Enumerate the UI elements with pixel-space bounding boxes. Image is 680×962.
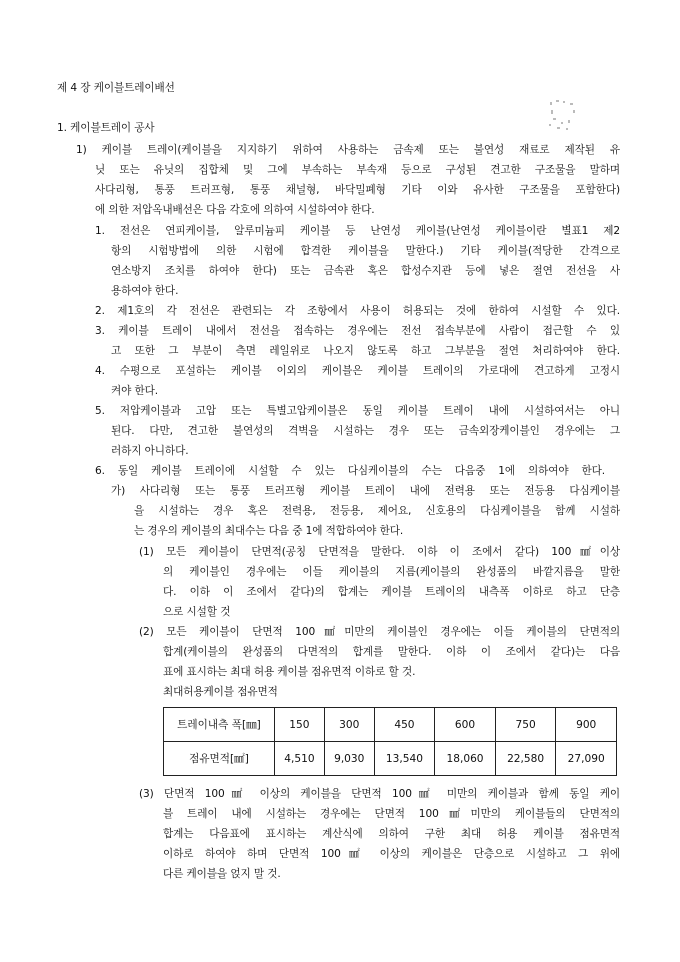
table-cell: 13,540	[374, 742, 435, 776]
text-line: 다른 케이블을 얹지 말 것.	[163, 868, 281, 880]
table-row	[164, 708, 617, 742]
table-cell: 450	[374, 708, 435, 742]
cable-occupancy-table	[163, 707, 617, 776]
text-line: 6. 동일 케이블 트레이에 시설할 수 있는 다심케이블의 수는 다음중 1에 의하여야 한다.	[95, 465, 605, 477]
text-line: 가) 사다리형 또는 통풍 트러프형 케이블 트레이 내에 전력용 또는 전등용 다심케이블	[111, 485, 620, 497]
text-line: 연소방지 조치를 하여야 한다) 또는 금속관 혹은 합성수지관 등에 넣은 절연 전선을 사	[111, 265, 620, 277]
text-line: 1. 전선은 연피케이블, 알루미늄피 케이블 등 난연성 케이블(난연성 케이블이란 별표1 제2	[95, 225, 620, 237]
text-line: 5. 저압케이블과 고압 또는 특별고압케이블은 동일 케이블 트레이 내에 시설하여서는 아니	[95, 405, 620, 417]
text-line: 다. 이하 이 조에서 같다)의 합계는 케이블 트레이의 내측폭 이하로 하고 단층	[163, 586, 620, 598]
table-caption: 최대허용케이블 점유면적	[163, 686, 278, 698]
text-line: 이하로 하여야 하며 단면적 100㎟ 이상의 케이블은 단층으로 시설하고 그 위에	[163, 848, 620, 860]
table-cell: 300	[324, 708, 374, 742]
text-line: 블 트레이 내에 시설하는 경우에는 단면적 100㎟미만의 케이블들의 단면적의	[163, 808, 620, 820]
text-line: 켜야 한다.	[111, 385, 159, 397]
text-line: 을 시설하는 경우 혹은 전력용, 전등용, 제어요, 신호용의 다심케이블을 함께 시설하	[134, 505, 620, 517]
text-line: 합계(케이블의 완성품의 다면적의 합계를 말한다. 이하 이 조에서 같다)는 다음	[163, 646, 620, 658]
table-cell: 18,060	[435, 742, 496, 776]
text-line: 3. 케이블 트레이 내에서 전선을 접속하는 경우에는 전선 접속부분에 사람이 접근할 수 있	[95, 325, 620, 337]
table-header-cell: 트레이내측 폭[㎜]	[164, 708, 275, 742]
table-row	[164, 742, 617, 776]
text-line: (3) 단면적 100㎟ 이상의 케이블을 단면적 100㎟ 미만의 케이블과 함께 동일 케이	[139, 788, 620, 800]
text-line: (1) 모든 케이블이 단면적(공칭 단면적을 말한다. 이하 이 조에서 같다) 100㎟이상	[139, 546, 620, 558]
text-line: 합계는 다음표에 표시하는 계산식에 의하여 구한 최대 허용 케이블 점유면적	[163, 828, 620, 840]
text-line: 항의 시험방법에 의한 시험에 합격한 케이블을 말한다.) 기타 케이블(적당한 간격으로	[111, 245, 620, 257]
text-line: 는 경우의 케이블의 최대수는 다음 중 1에 적합하여야 한다.	[134, 525, 404, 537]
table-header-cell: 점유면적[㎟]	[164, 742, 275, 776]
table-cell: 900	[556, 708, 617, 742]
text-line: 용하여야 한다.	[111, 285, 179, 297]
text-line: 러하지 아니하다.	[111, 445, 189, 457]
table-cell: 27,090	[556, 742, 617, 776]
table-cell: 750	[495, 708, 556, 742]
text-line: 표에 표시하는 최대 허용 케이블 점유면적 이하로 할 것.	[163, 666, 416, 678]
text-line: 으로 시설할 것	[163, 606, 231, 618]
chapter-title: 제 4 장 케이블트레이배선	[57, 82, 175, 94]
table-cell: 9,030	[324, 742, 374, 776]
text-line: 고 또한 그 부분이 측면 레일위로 나오지 않도록 하고 그부분을 절연 처리하여야 한다.	[111, 345, 620, 357]
table-cell: 22,580	[495, 742, 556, 776]
section-title: 1. 케이블트레이 공사	[57, 122, 155, 134]
text-line: 닛 또는 유닛의 집합체 및 그에 부속하는 부속재 등으로 구성된 견고한 구조물을 말하며	[95, 164, 620, 176]
text-line: 에 의한 저압옥내배선은 다음 각호에 의하여 시설하여야 한다.	[95, 204, 375, 216]
text-line: 된다. 다만, 견고한 불연성의 격벽을 시설하는 경우 또는 금속외장케이블인 경우에는 그	[111, 425, 620, 437]
scan-mark-icon	[548, 98, 578, 132]
text-line: 의 케이블인 경우에는 이들 케이블의 지름(케이블의 완성품의 바깥지름을 말한	[163, 566, 620, 578]
text-line: 1) 케이블 트레이(케이블을 지지하기 위하여 사용하는 금속제 또는 불연성 재료로 제작된 유	[76, 144, 620, 156]
table-cell: 150	[275, 708, 325, 742]
table-cell: 4,510	[275, 742, 325, 776]
text-line: 4. 수평으로 포설하는 케이블 이외의 케이블은 케이블 트레이의 가로대에 견고하게 고정시	[95, 365, 620, 377]
text-line: (2) 모든 케이블이 단면적 100㎟미만의 케이블인 경우에는 이들 케이블의 단면적의	[139, 626, 620, 638]
text-line: 2. 제1호의 각 전선은 관련되는 각 조항에서 사용이 허용되는 것에 한하여 시설할 수 있다.	[95, 305, 620, 317]
table-cell: 600	[435, 708, 496, 742]
text-line: 사다리형, 통풍 트러프형, 통풍 채널형, 바닥밀폐형 기타 이와 유사한 구조물을 포함한다)	[95, 184, 620, 196]
